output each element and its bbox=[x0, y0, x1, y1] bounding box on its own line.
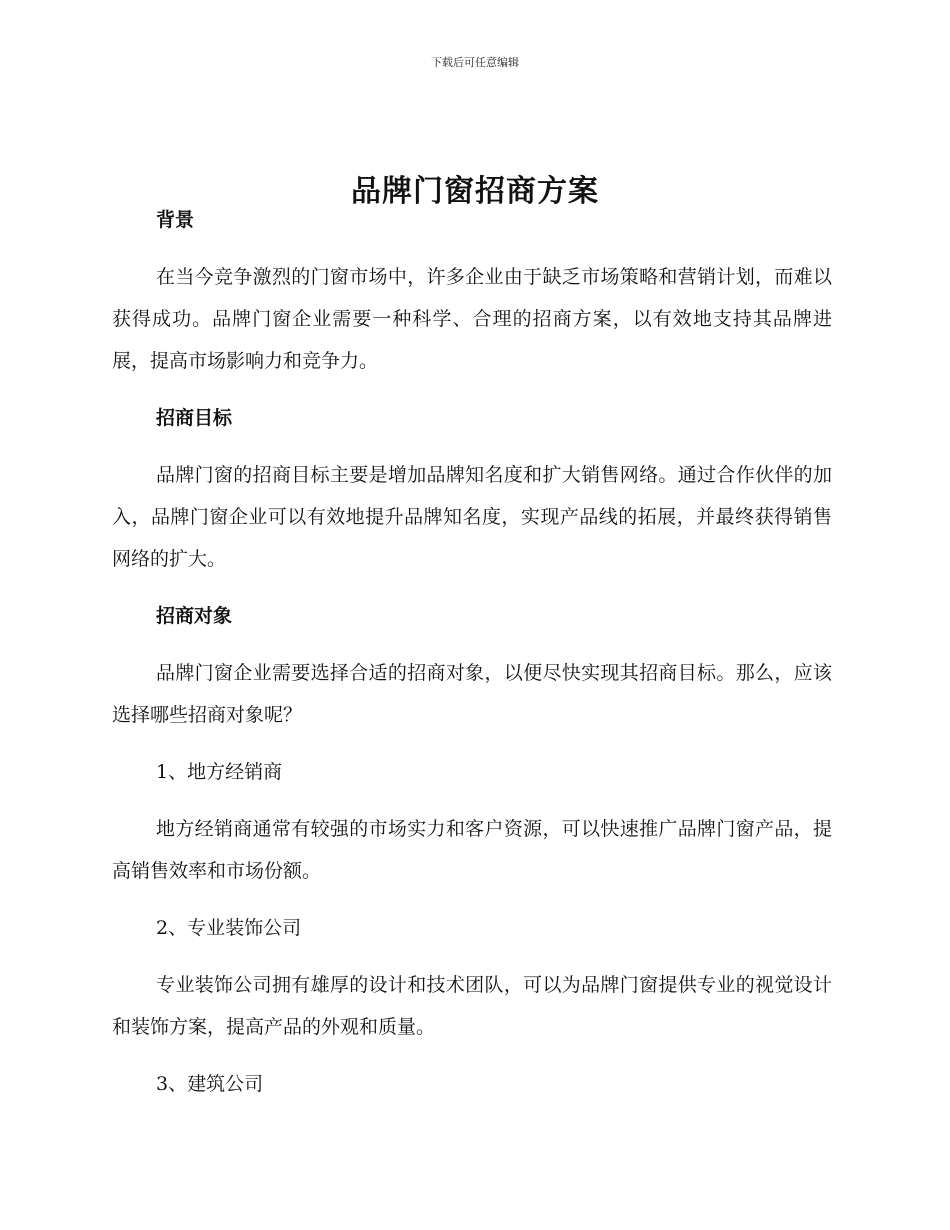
paragraph-targets: 品牌门窗企业需要选择合适的招商对象，以便尽快实现其招商目标。那么，应该选择哪些招商对象呢？ bbox=[112, 662, 832, 726]
list-item-label: 3、建筑公司 bbox=[156, 1073, 264, 1095]
paragraph-background: 在当今竞争激烈的门窗市场中，许多企业由于缺乏市场策略和营销计划，而难以获得成功。品牌门窗企业需要一种科学、合理的招商方案，以有效地支持其品牌进展，提高市场影响力和竞争力。 bbox=[112, 266, 832, 372]
list-item-label: 1、地方经销商 bbox=[156, 761, 283, 783]
list-item-label: 2、专业装饰公司 bbox=[156, 917, 302, 939]
document-title: 品牌门窗招商方案 bbox=[351, 174, 599, 210]
section-heading-background: 背景 bbox=[156, 209, 195, 231]
header-note: 下载后可任意编辑 bbox=[431, 56, 519, 69]
list-item-description: 专业装饰公司拥有雄厚的设计和技术团队，可以为品牌门窗提供专业的视觉设计和装饰方案，提高产品的外观和质量。 bbox=[112, 974, 832, 1038]
paragraph-goal: 品牌门窗的招商目标主要是增加品牌知名度和扩大销售网络。通过合作伙伴的加入，品牌门窗企业可以有效地提升品牌知名度，实现产品线的拓展，并最终获得销售网络的扩大。 bbox=[112, 464, 832, 570]
section-heading-targets: 招商对象 bbox=[156, 605, 233, 627]
list-item-description: 地方经销商通常有较强的市场实力和客户资源，可以快速推广品牌门窗产品，提高销售效率和市场份额。 bbox=[112, 818, 832, 882]
document-body bbox=[112, 204, 832, 1100]
section-heading-goal: 招商目标 bbox=[156, 407, 233, 429]
